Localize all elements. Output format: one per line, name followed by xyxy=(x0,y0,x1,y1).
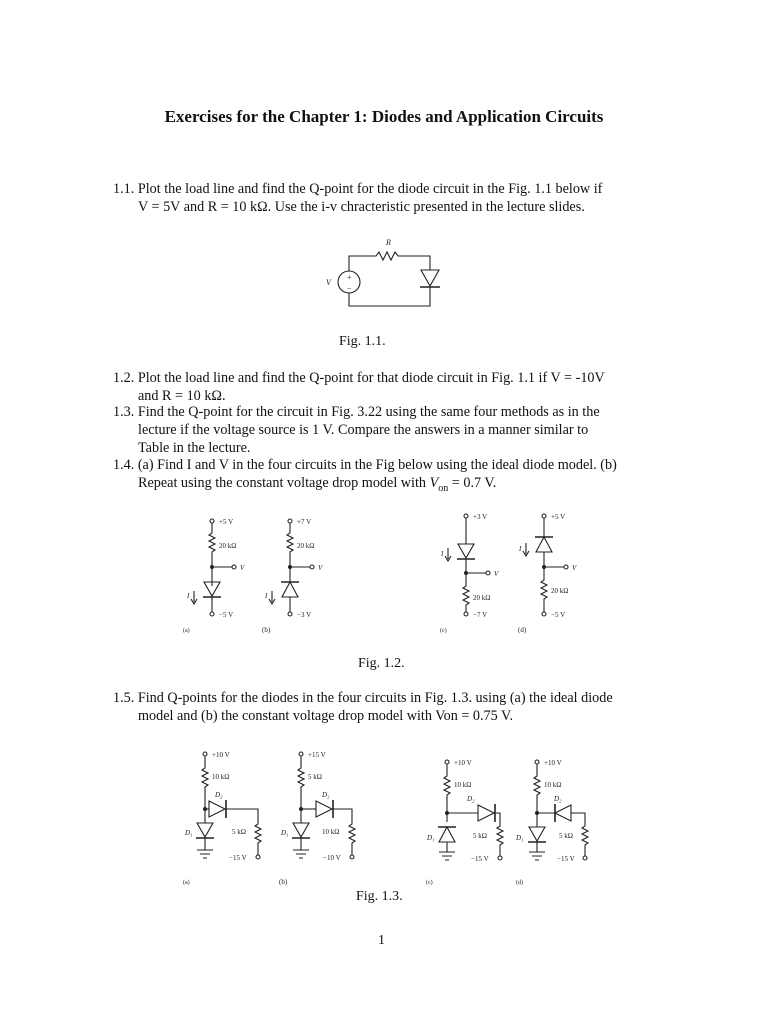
circuit-tag: (d) xyxy=(518,626,527,634)
supply-label: +5 V xyxy=(551,513,566,521)
supply-label: −5 V xyxy=(219,611,234,619)
circuit-tag: (b) xyxy=(279,878,288,886)
fig-1-3-circuit-b xyxy=(279,751,355,886)
exercise-text-line: Find Q-points for the diodes in the four circuits in Fig. 1.3. using (a) the ideal diode xyxy=(137,690,613,706)
voltage-symbol: V xyxy=(429,475,439,491)
page-number: 1 xyxy=(378,933,385,948)
exercise-text-line: Plot the load line and find the Q-point for the diode circuit in the Fig. 1.1 below if xyxy=(137,181,603,197)
resistor-label: 5 kΩ xyxy=(559,832,573,840)
resistor-label: 20 kΩ xyxy=(297,542,315,550)
exercise-number: 1.3. xyxy=(113,404,135,420)
fig-1-3-circuit-a xyxy=(183,751,261,886)
output-label: V xyxy=(494,570,499,578)
supply-label: +10 V xyxy=(544,759,562,767)
supply-label: +5 V xyxy=(219,518,234,526)
exercise-text-line: V = 5V and R = 10 kΩ. Use the i-v chracteristic presented in the lecture slides. xyxy=(138,199,585,215)
resistor-label: 10 kΩ xyxy=(454,781,472,789)
supply-label: −5 V xyxy=(551,611,566,619)
resistor-label: 10 kΩ xyxy=(322,828,340,836)
minus-sign: − xyxy=(347,284,352,293)
caption-fig-1-2: Fig. 1.2. xyxy=(358,656,405,671)
current-label: I xyxy=(519,545,522,553)
fig-1-3-circuit-c xyxy=(426,759,503,886)
diode-label: D₂ xyxy=(322,791,330,799)
supply-label: −15 V xyxy=(557,855,575,863)
page-title: Exercises for the Chapter 1: Diodes and Application Circuits xyxy=(164,107,604,126)
supply-label: +15 V xyxy=(308,751,326,759)
circuit-tag: (c) xyxy=(440,628,447,634)
diode-label: D₁ xyxy=(516,834,524,842)
exercise-number: 1.4. xyxy=(113,457,135,473)
supply-label: −15 V xyxy=(229,854,247,862)
exercise-text-line: model and (b) the constant voltage drop model with Von = 0.75 V. xyxy=(138,708,513,724)
supply-label: +10 V xyxy=(212,751,230,759)
exercise-number: 1.5. xyxy=(113,690,135,706)
diode-label: D₁ xyxy=(185,829,193,837)
resistor-label: 20 kΩ xyxy=(473,594,491,602)
supply-label: −15 V xyxy=(471,855,489,863)
exercise-text-line: Plot the load line and find the Q-point for that diode circuit in Fig. 1.1 if V = -10V xyxy=(137,370,605,386)
exercise-text-line: (a) Find I and V in the four circuits in the Fig below using the ideal diode model. (b) xyxy=(137,457,617,473)
exercise-number: 1.1. xyxy=(113,181,135,197)
supply-label: +7 V xyxy=(297,518,312,526)
diode-label: D₁ xyxy=(281,829,289,837)
source-label-V: V xyxy=(326,278,331,287)
output-label: V xyxy=(572,564,577,572)
circuit-tag: (a) xyxy=(183,880,190,886)
current-label: I xyxy=(441,550,444,558)
supply-label: +3 V xyxy=(473,513,488,521)
caption-fig-1-1: Fig. 1.1. xyxy=(339,334,386,349)
diode-label: D₁ xyxy=(427,834,435,842)
circuit-tag: (d) xyxy=(516,880,523,886)
resistor-label-R: R xyxy=(386,238,391,247)
resistor-label: 10 kΩ xyxy=(212,773,230,781)
resistor-label: 20 kΩ xyxy=(551,587,569,595)
exercise-text-part: Repeat using the constant voltage drop model with xyxy=(138,475,430,491)
supply-label: −7 V xyxy=(473,611,488,619)
resistor-label: 5 kΩ xyxy=(308,773,322,781)
exercise-text-line: Find the Q-point for the circuit in Fig. 3.22 using the same four methods as in the xyxy=(137,404,600,420)
output-label: V xyxy=(240,564,245,572)
output-label: V xyxy=(318,564,323,572)
resistor-label: 5 kΩ xyxy=(232,828,246,836)
exercise-text-part: = 0.7 V. xyxy=(448,475,497,491)
voltage-subscript: on xyxy=(438,482,449,494)
fig-1-3-circuit-d xyxy=(515,759,588,886)
exercise-number: 1.2. xyxy=(113,370,135,386)
resistor-label: 5 kΩ xyxy=(473,832,487,840)
supply-label: +10 V xyxy=(454,759,472,767)
diode-label: D₂ xyxy=(215,791,223,799)
plus-sign: + xyxy=(347,273,352,282)
circuit-tag: (b) xyxy=(262,626,271,634)
exercise-text-line: and R = 10 kΩ. xyxy=(138,388,226,404)
resistor-label: 10 kΩ xyxy=(544,781,562,789)
circuit-tag: (c) xyxy=(426,880,433,886)
diode-label: D₂ xyxy=(554,795,562,803)
caption-fig-1-3: Fig. 1.3. xyxy=(356,889,403,904)
circuit-tag: (a) xyxy=(183,628,190,634)
supply-label: −3 V xyxy=(297,611,312,619)
resistor-label: 20 kΩ xyxy=(219,542,237,550)
current-label: I xyxy=(265,592,268,600)
exercise-text-line: lecture if the voltage source is 1 V. Compare the answers in a manner similar to xyxy=(138,422,589,438)
exercise-text-line: Table in the lecture. xyxy=(138,440,251,456)
diode-label: D₂ xyxy=(467,795,475,803)
current-label: I xyxy=(187,592,190,600)
supply-label: −10 V xyxy=(323,854,341,862)
